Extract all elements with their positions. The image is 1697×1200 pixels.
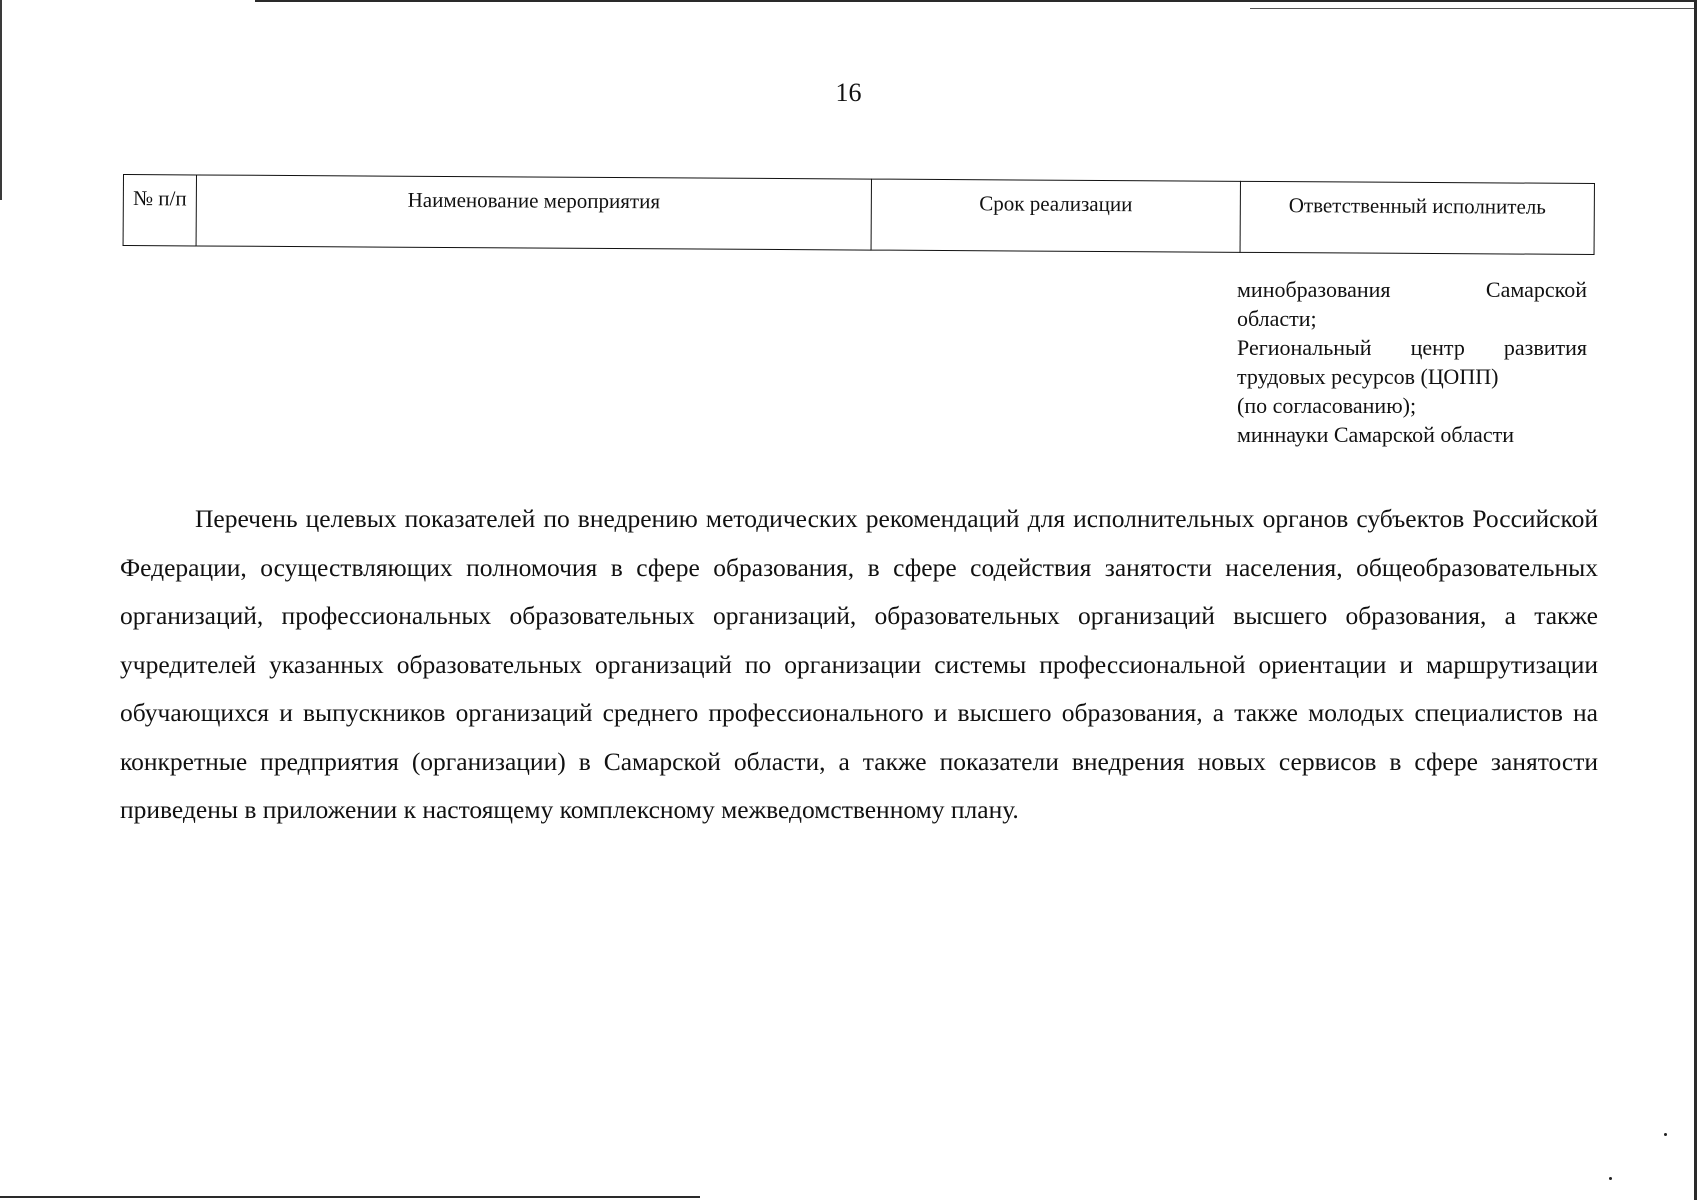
column-header-responsible: Ответственный исполнитель [1240, 181, 1594, 254]
column-header-number: № п/п [123, 175, 196, 246]
responsible-line: минобразования Самарской [1237, 277, 1587, 302]
responsible-line: трудовых ресурсов (ЦОПП) [1237, 364, 1499, 389]
responsible-line: (по согласованию); [1237, 393, 1417, 418]
responsible-continuation [1237, 275, 1587, 449]
table-header-row [123, 175, 1594, 255]
page-number: 16 [835, 78, 862, 107]
responsible-line: области; [1237, 306, 1317, 331]
column-header-name: Наименование мероприятия [196, 175, 871, 250]
scan-speck [1664, 1133, 1667, 1136]
plan-table-header [123, 174, 1595, 255]
scan-border-top [255, 0, 1697, 2]
scan-speck [1609, 1177, 1612, 1180]
body-paragraph: Перечень целевых показателей по внедрению методических рекомендаций для исполнительных органов субъектов Российской Федерации, осуществляющих полномочия в сфере образования, в сфере содействия занятости населения, общеобразовательных организаций, профессиональных образовательных организаций, образовательных организаций высшего образования, а также учредителей указанных образовательных организаций по организации системы профессиональной ориентации и маршрутизации обучающихся и выпускников организаций среднего профессионального и высшего образования, а также молодых специалистов на конкретные предприятия (организации) в Самарской области, а также показатели внедрения новых сервисов в сфере занятости приведены в приложении к настоящему комплексному межведомственному плану. [120, 504, 1598, 824]
scan-border-top-right [1250, 8, 1697, 9]
column-header-term: Срок реализации [871, 179, 1240, 252]
responsible-line: миннауки Самарской области [1237, 422, 1514, 447]
responsible-line: Региональный центр развития [1237, 335, 1587, 360]
scan-border-bottom [0, 1196, 700, 1198]
